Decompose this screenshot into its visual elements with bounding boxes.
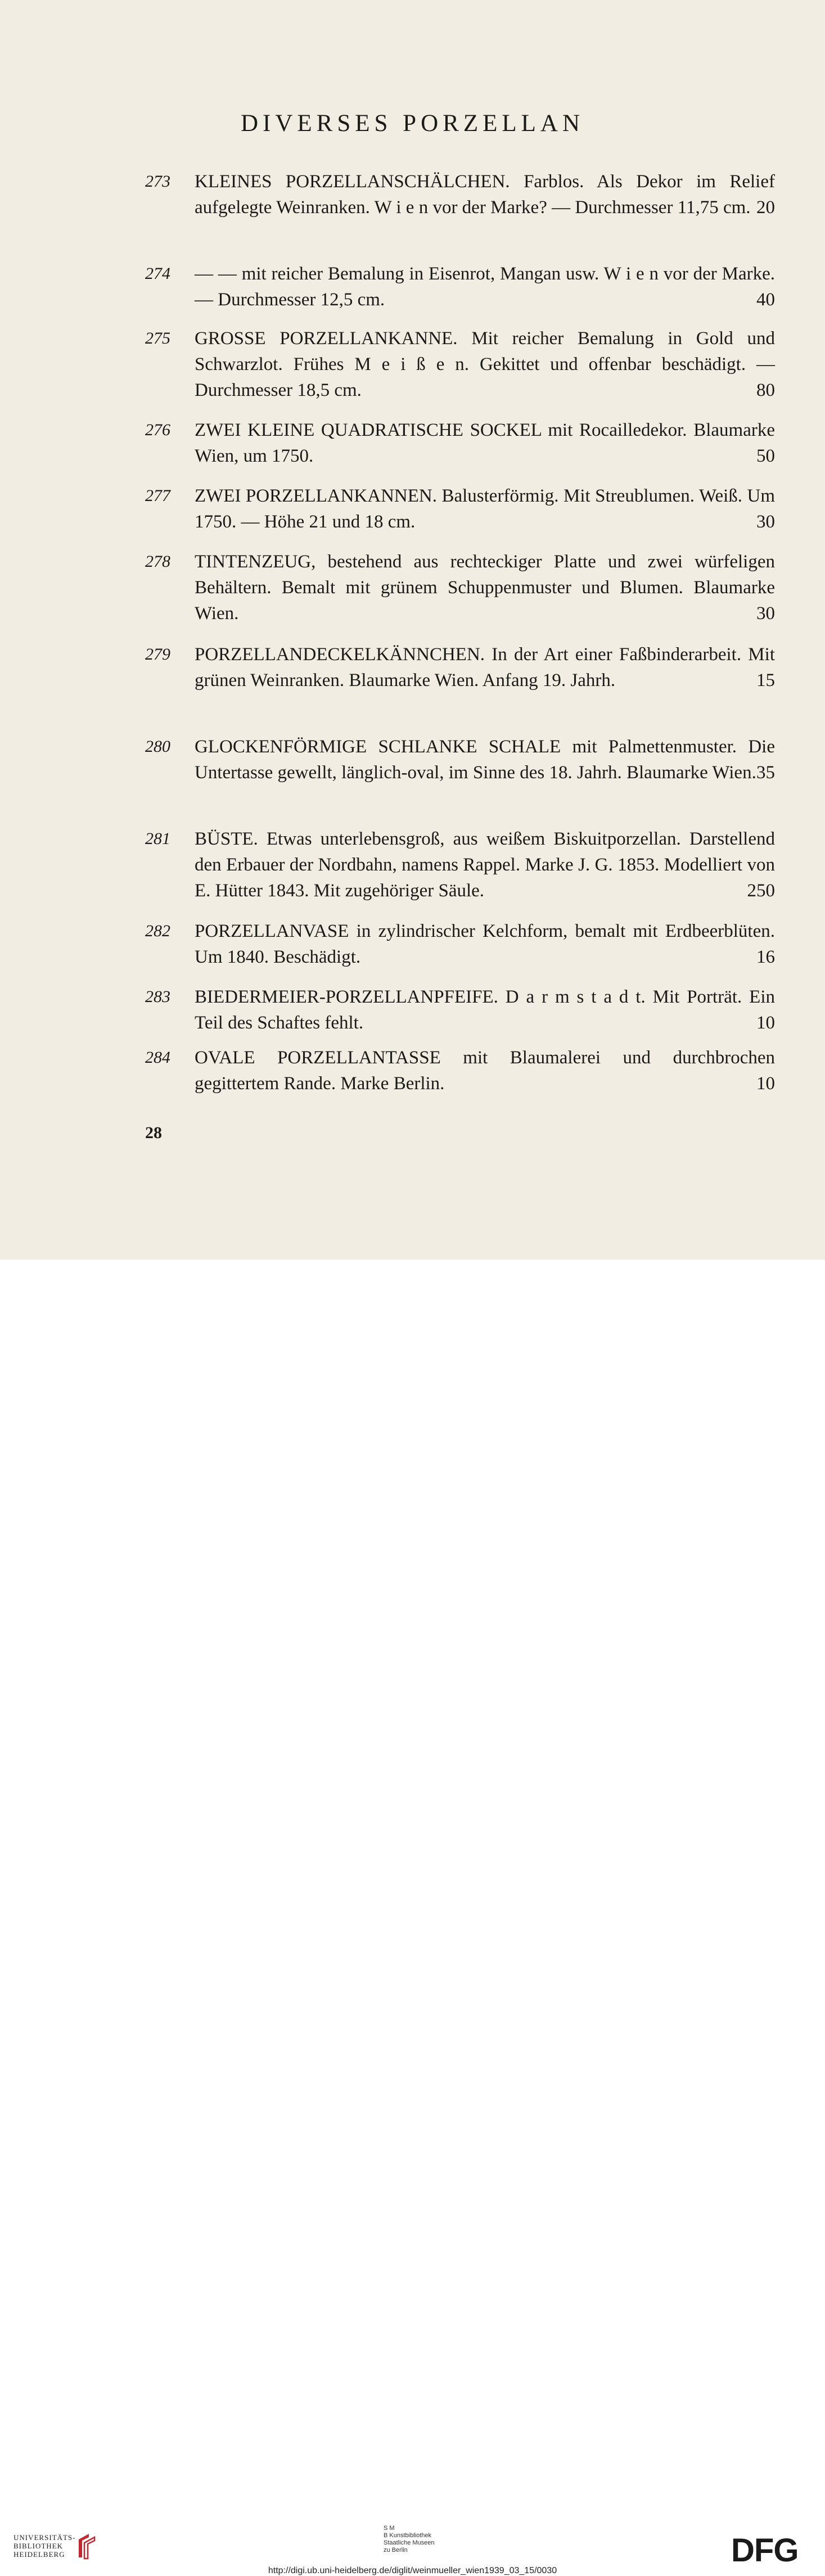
lot-description: GROSSE PORZELLANKANNE. Mit reicher Bemalung in Gold und Schwarzlot. Frühes M e i ß e n. Gekittet und offenbar beschädigt. — Durchmesser 18,5 cm. xyxy=(195,328,775,400)
lot-description: PORZELLANVASE in zylindrischer Kelchform, bemalt mit Erdbeerblüten. Um 1840. Beschädigt. xyxy=(195,921,775,967)
lot-description: OVALE PORZELLANTASSE mit Blaumalerei und durchbrochen gegittertem Rande. Marke Berlin. xyxy=(195,1048,775,1094)
stamp-line: Staatliche Museen xyxy=(384,2539,435,2546)
lot-entry xyxy=(145,918,775,970)
lot-price: 10 xyxy=(756,1073,775,1094)
lot-description: BÜSTE. Etwas unterlebensgroß, aus weißem Biskuitporzellan. Darstellend den Erbauer der Nordbahn, namens Rappel. Marke J. G. 1853. Modelliert von E. Hütter 1843. Mit zugehöriger Säule. xyxy=(195,829,775,901)
lot-description: BIEDERMEIER-PORZELLANPFEIFE. D a r m s t a d t. Mit Porträt. Ein Teil des Schaftes fehlt. xyxy=(195,987,775,1033)
lot-number: 276 xyxy=(145,421,170,439)
lot-entry xyxy=(145,483,775,535)
lot-entry xyxy=(145,417,775,469)
stamp-line: B Kunstbibliothek xyxy=(384,2532,431,2539)
digitization-footer xyxy=(0,1260,825,2575)
lot-price: 20 xyxy=(756,197,775,218)
lot-price: 10 xyxy=(756,1013,775,1033)
page-title: DIVERSES PORZELLAN xyxy=(240,110,585,137)
lot-entry xyxy=(145,169,775,220)
source-url[interactable]: http://digi.ub.uni-heidelberg.de/diglit/weinmueller_wien1939_03_15/0030 xyxy=(268,2566,557,2575)
lot-entry xyxy=(145,326,775,403)
lot-price: 250 xyxy=(747,881,775,901)
lot-description: — — mit reicher Bemalung in Eisenrot, Mangan usw. W i e n vor der Marke. — Durchmesser 12,5 cm. xyxy=(195,264,775,310)
lot-price: 80 xyxy=(756,380,775,400)
lot-price: 30 xyxy=(756,603,775,624)
lot-description: KLEINES PORZELLANSCHÄLCHEN. Farblos. Als Dekor im Relief aufgelegte Weinranken. W i e n vor der Marke? — Durchmesser 11,75 cm. xyxy=(195,172,775,218)
lot-number: 282 xyxy=(145,922,170,940)
lot-number: 277 xyxy=(145,486,170,505)
lot-number: 279 xyxy=(145,645,170,664)
lot-price: 35 xyxy=(756,763,775,783)
lot-price: 15 xyxy=(756,670,775,691)
page-number: 28 xyxy=(145,1124,162,1142)
lot-price: 40 xyxy=(756,290,775,310)
lot-description: GLOCKENFÖRMIGE SCHLANKE SCHALE mit Palmettenmuster. Die Untertasse gewellt, länglich-oval, im Sinne des 18. Jahrh. Blaumarke Wien. xyxy=(195,737,775,783)
lot-number: 284 xyxy=(145,1048,170,1067)
lot-entry xyxy=(145,549,775,626)
lot-number: 274 xyxy=(145,264,170,283)
label-line: BIBLIOTHEK xyxy=(13,2542,63,2550)
lot-entry xyxy=(145,642,775,693)
lot-number: 280 xyxy=(145,737,170,756)
university-library-label xyxy=(13,2533,81,2559)
lot-price: 50 xyxy=(756,446,775,466)
lot-price: 30 xyxy=(756,512,775,532)
lot-description: PORZELLANDECKELKÄNNCHEN. In der Art einer Faßbinderarbeit. Mit grünen Weinranken. Blaumarke Wien. Anfang 19. Jahrh. xyxy=(195,644,775,691)
lot-number: 281 xyxy=(145,829,170,848)
lot-description: ZWEI KLEINE QUADRATISCHE SOCKEL mit Rocailledekor. Blaumarke Wien, um 1750. xyxy=(195,420,775,466)
lot-number: 273 xyxy=(145,172,170,191)
lot-entry xyxy=(145,826,775,904)
lot-entry xyxy=(145,984,775,1036)
university-logo-icon xyxy=(74,2529,99,2563)
stamp-line: zu Berlin xyxy=(384,2547,408,2554)
lot-description: TINTENZEUG, bestehend aus rechteckiger Platte und zwei würfeligen Behältern. Bemalt mit grünem Schuppenmuster und Blumen. Blaumarke Wien. xyxy=(195,552,775,624)
stamp-line: S M xyxy=(384,2525,395,2532)
lot-price: 16 xyxy=(756,947,775,967)
lot-number: 275 xyxy=(145,329,170,348)
label-line: HEIDELBERG xyxy=(13,2550,65,2559)
label-line: UNIVERSITÄTS- xyxy=(13,2533,76,2542)
lot-entry xyxy=(145,734,775,786)
dfg-logo: DFG xyxy=(731,2532,799,2569)
museum-stamp xyxy=(384,2525,468,2554)
lot-number: 278 xyxy=(145,552,170,571)
lot-description: ZWEI PORZELLANKANNEN. Balusterförmig. Mit Streublumen. Weiß. Um 1750. — Höhe 21 und 18 cm. xyxy=(195,486,775,532)
lot-number: 283 xyxy=(145,987,170,1006)
lot-entry xyxy=(145,261,775,313)
scanned-page xyxy=(0,0,825,1260)
lot-entry xyxy=(145,1045,775,1097)
